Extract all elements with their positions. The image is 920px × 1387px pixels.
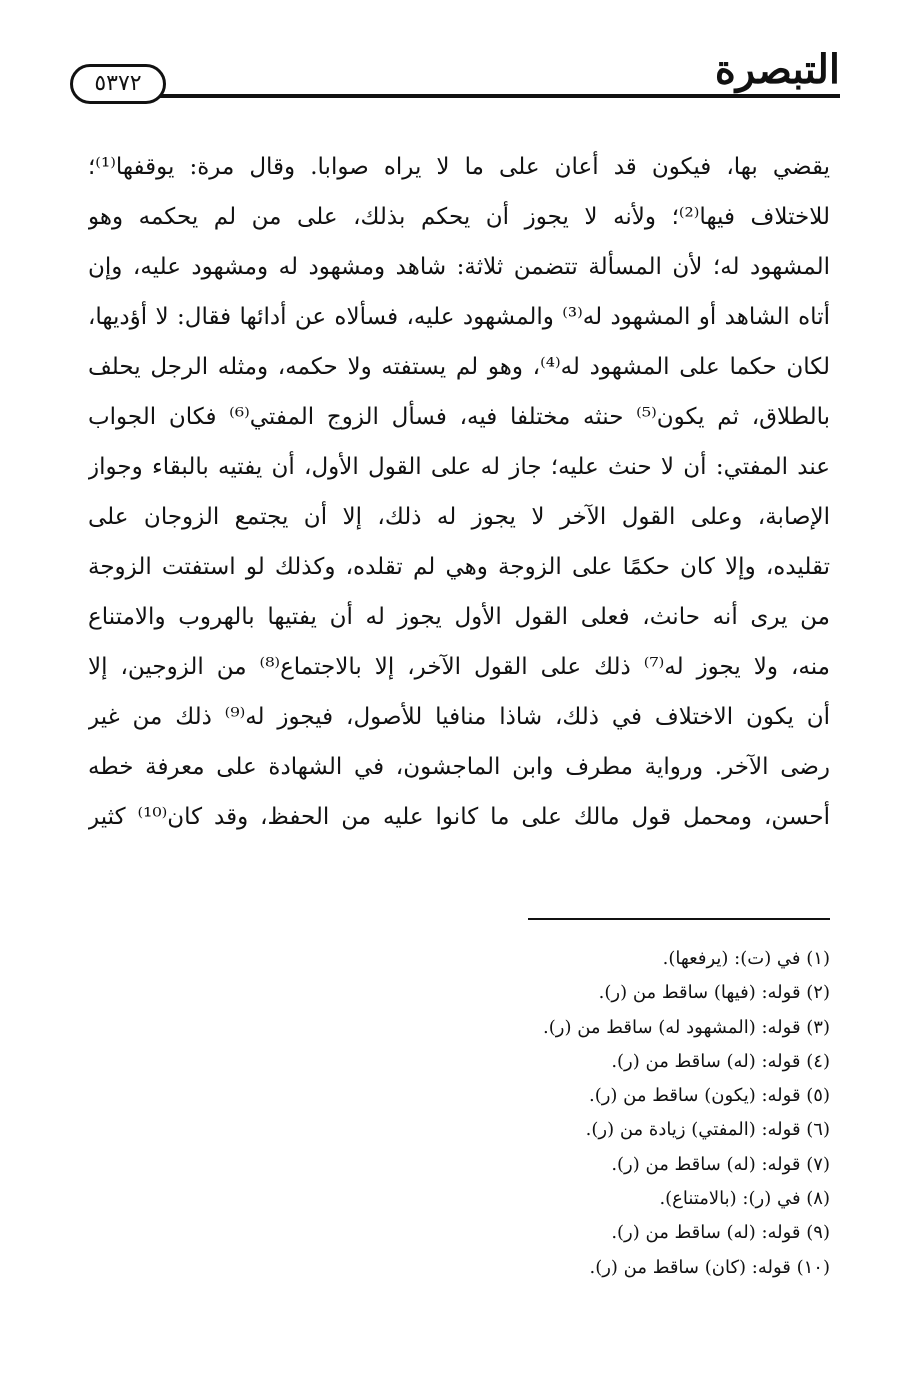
footnote: (٧) قوله: (له) ساقط من (ر).: [611, 1153, 830, 1175]
body-line: منه، ولا يجوز له⁽⁷⁾ ذلك على القول الآخر، إلا بالاجتماع⁽⁸⁾ من الزوجين، إلا: [88, 654, 830, 680]
footnote: (١٠) قوله: (كان) ساقط من (ر).: [589, 1256, 830, 1278]
body-text: [88, 142, 830, 842]
footnote: (٨) في (ر): (بالامتناع).: [659, 1188, 830, 1210]
body-line: تقليده، وإلا كان حكمًا على الزوجة وهي لم تقلده، وكذلك لو استفتت الزوجة: [88, 554, 830, 580]
footnote: (٣) قوله: (المشهود له) ساقط من (ر).: [543, 1016, 830, 1038]
header-rule: [160, 94, 840, 98]
book-title: التبصرة: [714, 46, 840, 93]
footnote: (٦) قوله: (المفتي) زيادة من (ر).: [585, 1119, 830, 1141]
footnote-divider: [528, 918, 830, 920]
body-line: رضى الآخر. ورواية مطرف وابن الماجشون، في الشهادة على معرفة خطه: [88, 754, 830, 780]
body-line: الإصابة، وعلى القول الآخر لا يجوز له ذلك، إلا أن يجتمع الزوجان على: [88, 504, 830, 530]
footnotes: [88, 942, 830, 1285]
body-line: يقضي بها، فيكون قد أعان على ما لا يراه صوابا. وقال مرة: يوقفها⁽¹⁾؛: [88, 154, 830, 180]
body-line: للاختلاف فيها⁽²⁾؛ ولأنه لا يجوز أن يحكم بذلك، على من لم يحكمه وهو: [88, 204, 830, 230]
footnote: (٢) قوله: (فيها) ساقط من (ر).: [598, 982, 830, 1004]
page-number-badge: [70, 64, 166, 104]
page-header: [70, 46, 840, 106]
body-line: أتاه الشاهد أو المشهود له⁽³⁾ والمشهود عليه، فسألاه عن أدائها فقال: لا أؤديها،: [88, 304, 830, 330]
footnote: (٥) قوله: (يكون) ساقط من (ر).: [588, 1085, 830, 1107]
body-line: لكان حكما على المشهود له⁽⁴⁾، وهو لم يستفته ولا حكمه، ومثله الرجل يحلف: [88, 354, 830, 380]
body-line: المشهود له؛ لأن المسألة تتضمن ثلاثة: شاهد ومشهود له ومشهود عليه، وإن: [88, 254, 830, 280]
body-line: أن يكون الاختلاف في ذلك، شاذا منافيا للأصول، فيجوز له⁽⁹⁾ ذلك من غير: [88, 704, 830, 730]
body-line: عند المفتي: أن لا حنث عليه؛ جاز له على القول الأول، أن يفتيه بالبقاء وجواز: [88, 454, 830, 480]
footnote: (٩) قوله: (له) ساقط من (ر).: [611, 1222, 830, 1244]
footnote: (٤) قوله: (له) ساقط من (ر).: [611, 1050, 830, 1072]
page-number: ٥٣٧٢: [94, 71, 142, 96]
body-line: بالطلاق، ثم يكون⁽⁵⁾ حنثه مختلفا فيه، فسأل الزوج المفتي⁽⁶⁾ فكان الجواب: [88, 404, 830, 430]
body-line: أحسن، ومحمل قول مالك على ما كانوا عليه من الحفظ، وقد كان⁽¹⁰⁾ كثير: [88, 804, 830, 830]
body-line: من يرى أنه حانث، فعلى القول الأول يجوز له أن يفتيها بالهروب والامتناع: [88, 604, 830, 630]
footnote: (١) في (ت): (يرفعها).: [662, 948, 830, 969]
